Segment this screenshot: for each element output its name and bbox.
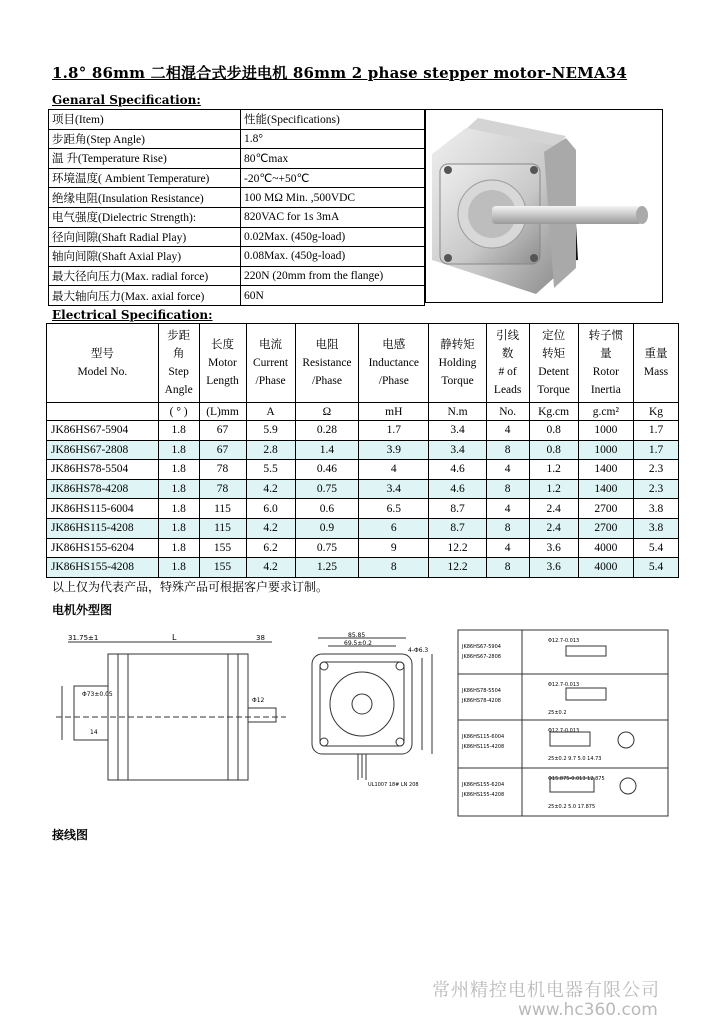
spec-value-cell: 220N (20mm from the flange) — [241, 266, 425, 286]
elec-header-cell: 长度 Motor Length — [199, 324, 246, 403]
value-cell: 0.75 — [295, 479, 359, 499]
dim-holes: 4-Φ6.3 — [408, 647, 429, 654]
dim-left-label: 31.75±1 — [68, 634, 99, 642]
value-cell: 2700 — [578, 499, 633, 519]
elec-unit-cell: A — [246, 403, 295, 421]
dim-14-label: 14 — [90, 729, 98, 736]
general-spec-table — [48, 109, 425, 306]
spec-item-cell: 步距角(Step Angle) — [49, 129, 241, 149]
value-cell: 8 — [486, 518, 529, 538]
value-cell: 12.2 — [429, 558, 486, 578]
value-cell: 0.8 — [529, 421, 578, 441]
value-cell: 4 — [359, 460, 429, 480]
value-cell: 6.0 — [246, 499, 295, 519]
value-cell: 3.4 — [429, 421, 486, 441]
value-cell: 3.4 — [429, 440, 486, 460]
value-cell: 1.8 — [158, 479, 199, 499]
value-cell: 4000 — [578, 538, 633, 558]
model-cell: JK86HS115-4208 — [47, 518, 159, 538]
model-cell: JK86HS155-6204 — [47, 538, 159, 558]
general-spec-row — [49, 266, 425, 286]
shaft-dim-label: 25±0.2 5.0 17.875 — [548, 804, 596, 810]
value-cell: 6.2 — [246, 538, 295, 558]
motor-photo — [425, 109, 663, 303]
value-cell: 115 — [199, 499, 246, 519]
value-cell: 1.2 — [529, 479, 578, 499]
general-spec-row — [49, 207, 425, 227]
value-cell: 1.8 — [158, 421, 199, 441]
general-spec-row — [49, 129, 425, 149]
shaft-dim-label: Φ12.7-0.013 — [548, 638, 580, 644]
electrical-spec-heading: Electrical Specification: — [52, 308, 213, 322]
value-cell: 1.8 — [158, 460, 199, 480]
value-cell: 4.2 — [246, 518, 295, 538]
value-cell: 2.8 — [246, 440, 295, 460]
elec-data-row — [47, 460, 679, 480]
value-cell: 115 — [199, 518, 246, 538]
value-cell: 0.6 — [295, 499, 359, 519]
footnote: 以上仅为代表产品，特殊产品可根据客户要求订制。 — [52, 580, 329, 594]
value-cell: 9 — [359, 538, 429, 558]
dim-shaft-label: Φ73±0.05 — [82, 691, 113, 698]
spec-item-cell: 环境温度( Ambient Temperature) — [49, 168, 241, 188]
elec-unit-cell: (L)mm — [199, 403, 246, 421]
elec-header-cell: 电阻 Resistance /Phase — [295, 324, 359, 403]
value-cell: 4 — [486, 421, 529, 441]
spec-value-cell: 100 MΩ Min. ,500VDC — [241, 188, 425, 208]
value-cell: 8 — [486, 558, 529, 578]
value-cell: 5.4 — [634, 538, 679, 558]
elec-data-row — [47, 518, 679, 538]
spec-item-cell: 项目(Item) — [49, 110, 241, 130]
spec-item-cell: 温 升(Temperature Rise) — [49, 149, 241, 169]
general-spec-row — [49, 227, 425, 247]
value-cell: 2700 — [578, 518, 633, 538]
value-cell: 1.7 — [634, 421, 679, 441]
value-cell: 1.8 — [158, 518, 199, 538]
value-cell: 1.8 — [158, 440, 199, 460]
shaft-dim-label: Φ15.875-0.013 12.875 — [548, 776, 605, 782]
elec-header-cell: 型号 Model No. — [47, 324, 159, 403]
elec-header-cell: 重量 Mass — [634, 324, 679, 403]
value-cell: 1.4 — [295, 440, 359, 460]
spec-value-cell: 1.8° — [241, 129, 425, 149]
value-cell: 2.3 — [634, 460, 679, 480]
front-view-drawing — [300, 630, 450, 810]
elec-header-cell: 定位 转矩 Detent Torque — [529, 324, 578, 403]
model-cell: JK86HS155-4208 — [47, 558, 159, 578]
elec-header-cell: 电感 Inductance /Phase — [359, 324, 429, 403]
electrical-spec-table — [46, 323, 679, 578]
value-cell: 5.9 — [246, 421, 295, 441]
value-cell: 0.28 — [295, 421, 359, 441]
spec-item-cell: 径向间隙(Shaft Radial Play) — [49, 227, 241, 247]
general-spec-row — [49, 168, 425, 188]
general-spec-row — [49, 149, 425, 169]
dim-l-label: L — [172, 633, 177, 642]
value-cell: 3.8 — [634, 499, 679, 519]
value-cell: 1.7 — [634, 440, 679, 460]
shaft-model-label: JK86HS155-6204 — [462, 782, 505, 788]
value-cell: 78 — [199, 479, 246, 499]
value-cell: 8.7 — [429, 518, 486, 538]
watermark: 常州精控电机电器有限公司 — [432, 980, 660, 1001]
value-cell: 1.8 — [158, 499, 199, 519]
value-cell: 5.5 — [246, 460, 295, 480]
value-cell: 8 — [486, 440, 529, 460]
elec-header-cell: 转子惯 量 Rotor Inertia — [578, 324, 633, 403]
value-cell: 8 — [486, 479, 529, 499]
dim-38-label: 38 — [256, 634, 265, 642]
elec-unit-cell — [47, 403, 159, 421]
value-cell: 5.4 — [634, 558, 679, 578]
model-cell: JK86HS78-4208 — [47, 479, 159, 499]
wiring-heading: 接线图 — [52, 828, 89, 842]
value-cell: 12.2 — [429, 538, 486, 558]
watermark-url: www.hc360.com — [518, 1000, 658, 1020]
value-cell: 3.4 — [359, 479, 429, 499]
value-cell: 3.6 — [529, 558, 578, 578]
shaft-model-label: JK86HS115-4208 — [462, 744, 505, 750]
value-cell: 4.2 — [246, 558, 295, 578]
value-cell: 4 — [486, 460, 529, 480]
spec-value-cell: 60N — [241, 286, 425, 306]
shaft-dim-label: 25±0.2 9.7 5.0 14.73 — [548, 756, 602, 762]
shaft-dim-label: Φ12.7-0.013 — [548, 728, 580, 734]
value-cell: 0.75 — [295, 538, 359, 558]
value-cell: 3.8 — [634, 518, 679, 538]
spec-value-cell: 0.02Max. (450g-load) — [241, 227, 425, 247]
value-cell: 3.9 — [359, 440, 429, 460]
shaft-model-label: JK86HS78-4208 — [462, 698, 501, 704]
page-title: 1.8° 86mm 二相混合式步进电机 86mm 2 phase stepper motor-NEMA34 — [52, 64, 628, 82]
elec-data-row — [47, 479, 679, 499]
side-view-drawing — [48, 628, 294, 808]
outline-heading: 电机外型图 — [52, 603, 113, 617]
wire-label: UL1007 18# LN 208 — [368, 782, 419, 788]
value-cell: 1000 — [578, 421, 633, 441]
spec-value-cell: 820VAC for 1s 3mA — [241, 207, 425, 227]
value-cell: 4000 — [578, 558, 633, 578]
model-cell: JK86HS67-2808 — [47, 440, 159, 460]
spec-item-cell: 电气强度(Dielectric Strength): — [49, 207, 241, 227]
value-cell: 2.3 — [634, 479, 679, 499]
shaft-variants-drawing — [456, 628, 670, 818]
model-cell: JK86HS115-6004 — [47, 499, 159, 519]
elec-data-row — [47, 440, 679, 460]
value-cell: 3.6 — [529, 538, 578, 558]
elec-unit-cell: g.cm² — [578, 403, 633, 421]
value-cell: 6.5 — [359, 499, 429, 519]
value-cell: 155 — [199, 558, 246, 578]
value-cell: 155 — [199, 538, 246, 558]
shaft-model-label: JK86HS67-5904 — [462, 644, 501, 650]
elec-header-cell: 步距 角 Step Angle — [158, 324, 199, 403]
elec-unit-cell: Ω — [295, 403, 359, 421]
elec-unit-cell: Kg — [634, 403, 679, 421]
spec-value-cell: 0.08Max. (450g-load) — [241, 247, 425, 267]
elec-header-cell: 静转矩 Holding Torque — [429, 324, 486, 403]
elec-unit-row — [47, 403, 679, 421]
value-cell: 1.2 — [529, 460, 578, 480]
shaft-dim-label: Φ12.7-0.013 — [548, 682, 580, 688]
shaft-model-label: JK86HS155-4208 — [462, 792, 505, 798]
spec-item-cell: 绝缘电阻(Insulation Resistance) — [49, 188, 241, 208]
value-cell: 1000 — [578, 440, 633, 460]
value-cell: 1.8 — [158, 538, 199, 558]
elec-header-cell: 引线 数 # of Leads — [486, 324, 529, 403]
value-cell: 78 — [199, 460, 246, 480]
dim-front-bolt: 69.5±0.2 — [344, 640, 372, 647]
value-cell: 8.7 — [429, 499, 486, 519]
elec-data-row — [47, 558, 679, 578]
value-cell: 1400 — [578, 479, 633, 499]
shaft-model-label: JK86HS78-5504 — [462, 688, 501, 694]
value-cell: 1.8 — [158, 558, 199, 578]
model-cell: JK86HS67-5904 — [47, 421, 159, 441]
elec-unit-cell: Kg.cm — [529, 403, 578, 421]
value-cell: 6 — [359, 518, 429, 538]
elec-data-row — [47, 499, 679, 519]
elec-data-row — [47, 421, 679, 441]
spec-item-cell: 轴向间隙(Shaft Axial Play) — [49, 247, 241, 267]
spec-value-cell: -20℃~+50℃ — [241, 168, 425, 188]
value-cell: 67 — [199, 421, 246, 441]
dim-ring-label: Φ12 — [252, 697, 265, 704]
spec-item-cell: 最大轴向压力(Max. axial force) — [49, 286, 241, 306]
value-cell: 8 — [359, 558, 429, 578]
general-spec-row — [49, 286, 425, 306]
value-cell: 67 — [199, 440, 246, 460]
general-spec-row — [49, 110, 425, 130]
spec-value-cell: 80℃max — [241, 149, 425, 169]
value-cell: 0.46 — [295, 460, 359, 480]
shaft-model-label: JK86HS115-6004 — [462, 734, 505, 740]
spec-item-cell: 最大径向压力(Max. radial force) — [49, 266, 241, 286]
value-cell: 1.25 — [295, 558, 359, 578]
value-cell: 2.4 — [529, 518, 578, 538]
elec-unit-cell: mH — [359, 403, 429, 421]
general-spec-row — [49, 247, 425, 267]
dim-front-top: 85.85 — [348, 632, 366, 639]
elec-header-cell: 电流 Current /Phase — [246, 324, 295, 403]
elec-unit-cell: No. — [486, 403, 529, 421]
value-cell: 0.8 — [529, 440, 578, 460]
value-cell: 1400 — [578, 460, 633, 480]
general-spec-heading: Genaral Specification: — [52, 93, 201, 107]
spec-value-cell: 性能(Specifications) — [241, 110, 425, 130]
value-cell: 4 — [486, 499, 529, 519]
value-cell: 0.9 — [295, 518, 359, 538]
value-cell: 4.6 — [429, 460, 486, 480]
motor-image-icon — [426, 110, 662, 302]
elec-data-row — [47, 538, 679, 558]
value-cell: 4 — [486, 538, 529, 558]
elec-unit-cell: ( ° ) — [158, 403, 199, 421]
model-cell: JK86HS78-5504 — [47, 460, 159, 480]
shaft-dim-label: 25±0.2 — [548, 710, 567, 716]
value-cell: 4.2 — [246, 479, 295, 499]
shaft-model-label: JK86HS67-2808 — [462, 654, 501, 660]
general-spec-row — [49, 188, 425, 208]
elec-header-row — [47, 324, 679, 403]
value-cell: 2.4 — [529, 499, 578, 519]
value-cell: 4.6 — [429, 479, 486, 499]
elec-unit-cell: N.m — [429, 403, 486, 421]
value-cell: 1.7 — [359, 421, 429, 441]
